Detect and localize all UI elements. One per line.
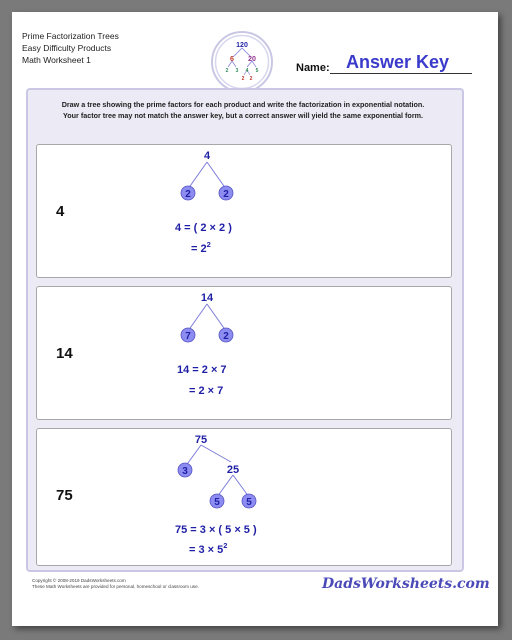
tree-leaf-right: 2 bbox=[223, 189, 229, 200]
worksheet-number: Math Worksheet 1 bbox=[22, 55, 91, 65]
logo-bottom: 2 bbox=[241, 76, 245, 82]
problem-number: 4 bbox=[56, 203, 65, 220]
exponential-form: = $3 \times 5^2$ bbox=[189, 541, 228, 556]
footer-copyright bbox=[32, 578, 199, 590]
problem-card bbox=[36, 286, 452, 420]
instructions bbox=[40, 99, 446, 121]
instructions-line-1: Draw a tree showing the prime factors for each product and write the factorization in exponential notation. bbox=[61, 100, 425, 109]
logo-left: 6 bbox=[230, 56, 234, 63]
tree-root: 75 bbox=[194, 434, 208, 446]
factor-tree bbox=[37, 287, 451, 419]
logo-root: 120 bbox=[236, 42, 248, 49]
tree-composite: 25 bbox=[226, 464, 240, 476]
problem-card bbox=[36, 428, 452, 566]
tree-sub-leaf-right: 5 bbox=[246, 497, 252, 508]
tree-leaf-left: 7 bbox=[185, 331, 191, 342]
tree-branch bbox=[188, 162, 207, 189]
tree-root: 14 bbox=[200, 292, 214, 304]
tree-branch bbox=[207, 162, 226, 189]
tree-branch bbox=[207, 304, 226, 331]
tree-branch bbox=[201, 445, 231, 462]
problem-card bbox=[36, 144, 452, 278]
worksheet-difficulty: Easy Difficulty Products bbox=[22, 43, 112, 53]
answer-key-title: Answer Key bbox=[346, 52, 450, 72]
usage-note: These Math Worksheets are provided for personal, homeschool or classroom use. bbox=[32, 584, 199, 589]
worksheet-header bbox=[22, 30, 119, 66]
tree-leaf-right: 2 bbox=[223, 331, 229, 342]
instructions-line-2: Your factor tree may not match the answer key, but a correct answer will yield the same exponential form. bbox=[62, 111, 423, 120]
factorization-line: 14 = 2 × 7 bbox=[177, 364, 227, 376]
tree-root: 4 bbox=[203, 150, 211, 162]
factor-tree-logo bbox=[210, 30, 274, 94]
logo-bottom: 2 bbox=[249, 76, 253, 82]
factorization-line: 4 = ( 2 × 2 ) bbox=[175, 222, 232, 234]
worksheet-title: Prime Factorization Trees bbox=[22, 31, 119, 41]
exponential-form: = 2 × 7 bbox=[189, 385, 224, 397]
tree-sub-leaf-left: 5 bbox=[214, 497, 220, 508]
factorization-line: 75 = 3 × ( 5 × 5 ) bbox=[175, 524, 257, 536]
problem-number: 14 bbox=[56, 345, 73, 362]
tree-leaf-left: 2 bbox=[185, 189, 191, 200]
name-field-line bbox=[330, 73, 472, 74]
site-logo: DadsWorksheets.com bbox=[322, 576, 490, 592]
exponential-form: = $2^2$ bbox=[191, 240, 211, 255]
tree-leaf-left: 3 bbox=[182, 466, 188, 477]
logo-leaf: 4 bbox=[245, 68, 249, 74]
factor-tree bbox=[37, 429, 451, 565]
tree-branch bbox=[188, 304, 207, 331]
logo-leaf: 5 bbox=[255, 68, 259, 74]
tree-branch bbox=[233, 475, 249, 497]
logo-leaf: 3 bbox=[235, 68, 239, 74]
logo-right: 20 bbox=[248, 56, 256, 63]
factor-tree bbox=[37, 145, 451, 277]
name-label: Name: bbox=[296, 62, 330, 74]
logo-leaf: 2 bbox=[225, 68, 229, 74]
copyright-text: Copyright © 2008-2019 DadsWorksheets.com bbox=[32, 578, 126, 583]
tree-branch bbox=[217, 475, 233, 497]
problem-number: 75 bbox=[56, 487, 73, 504]
